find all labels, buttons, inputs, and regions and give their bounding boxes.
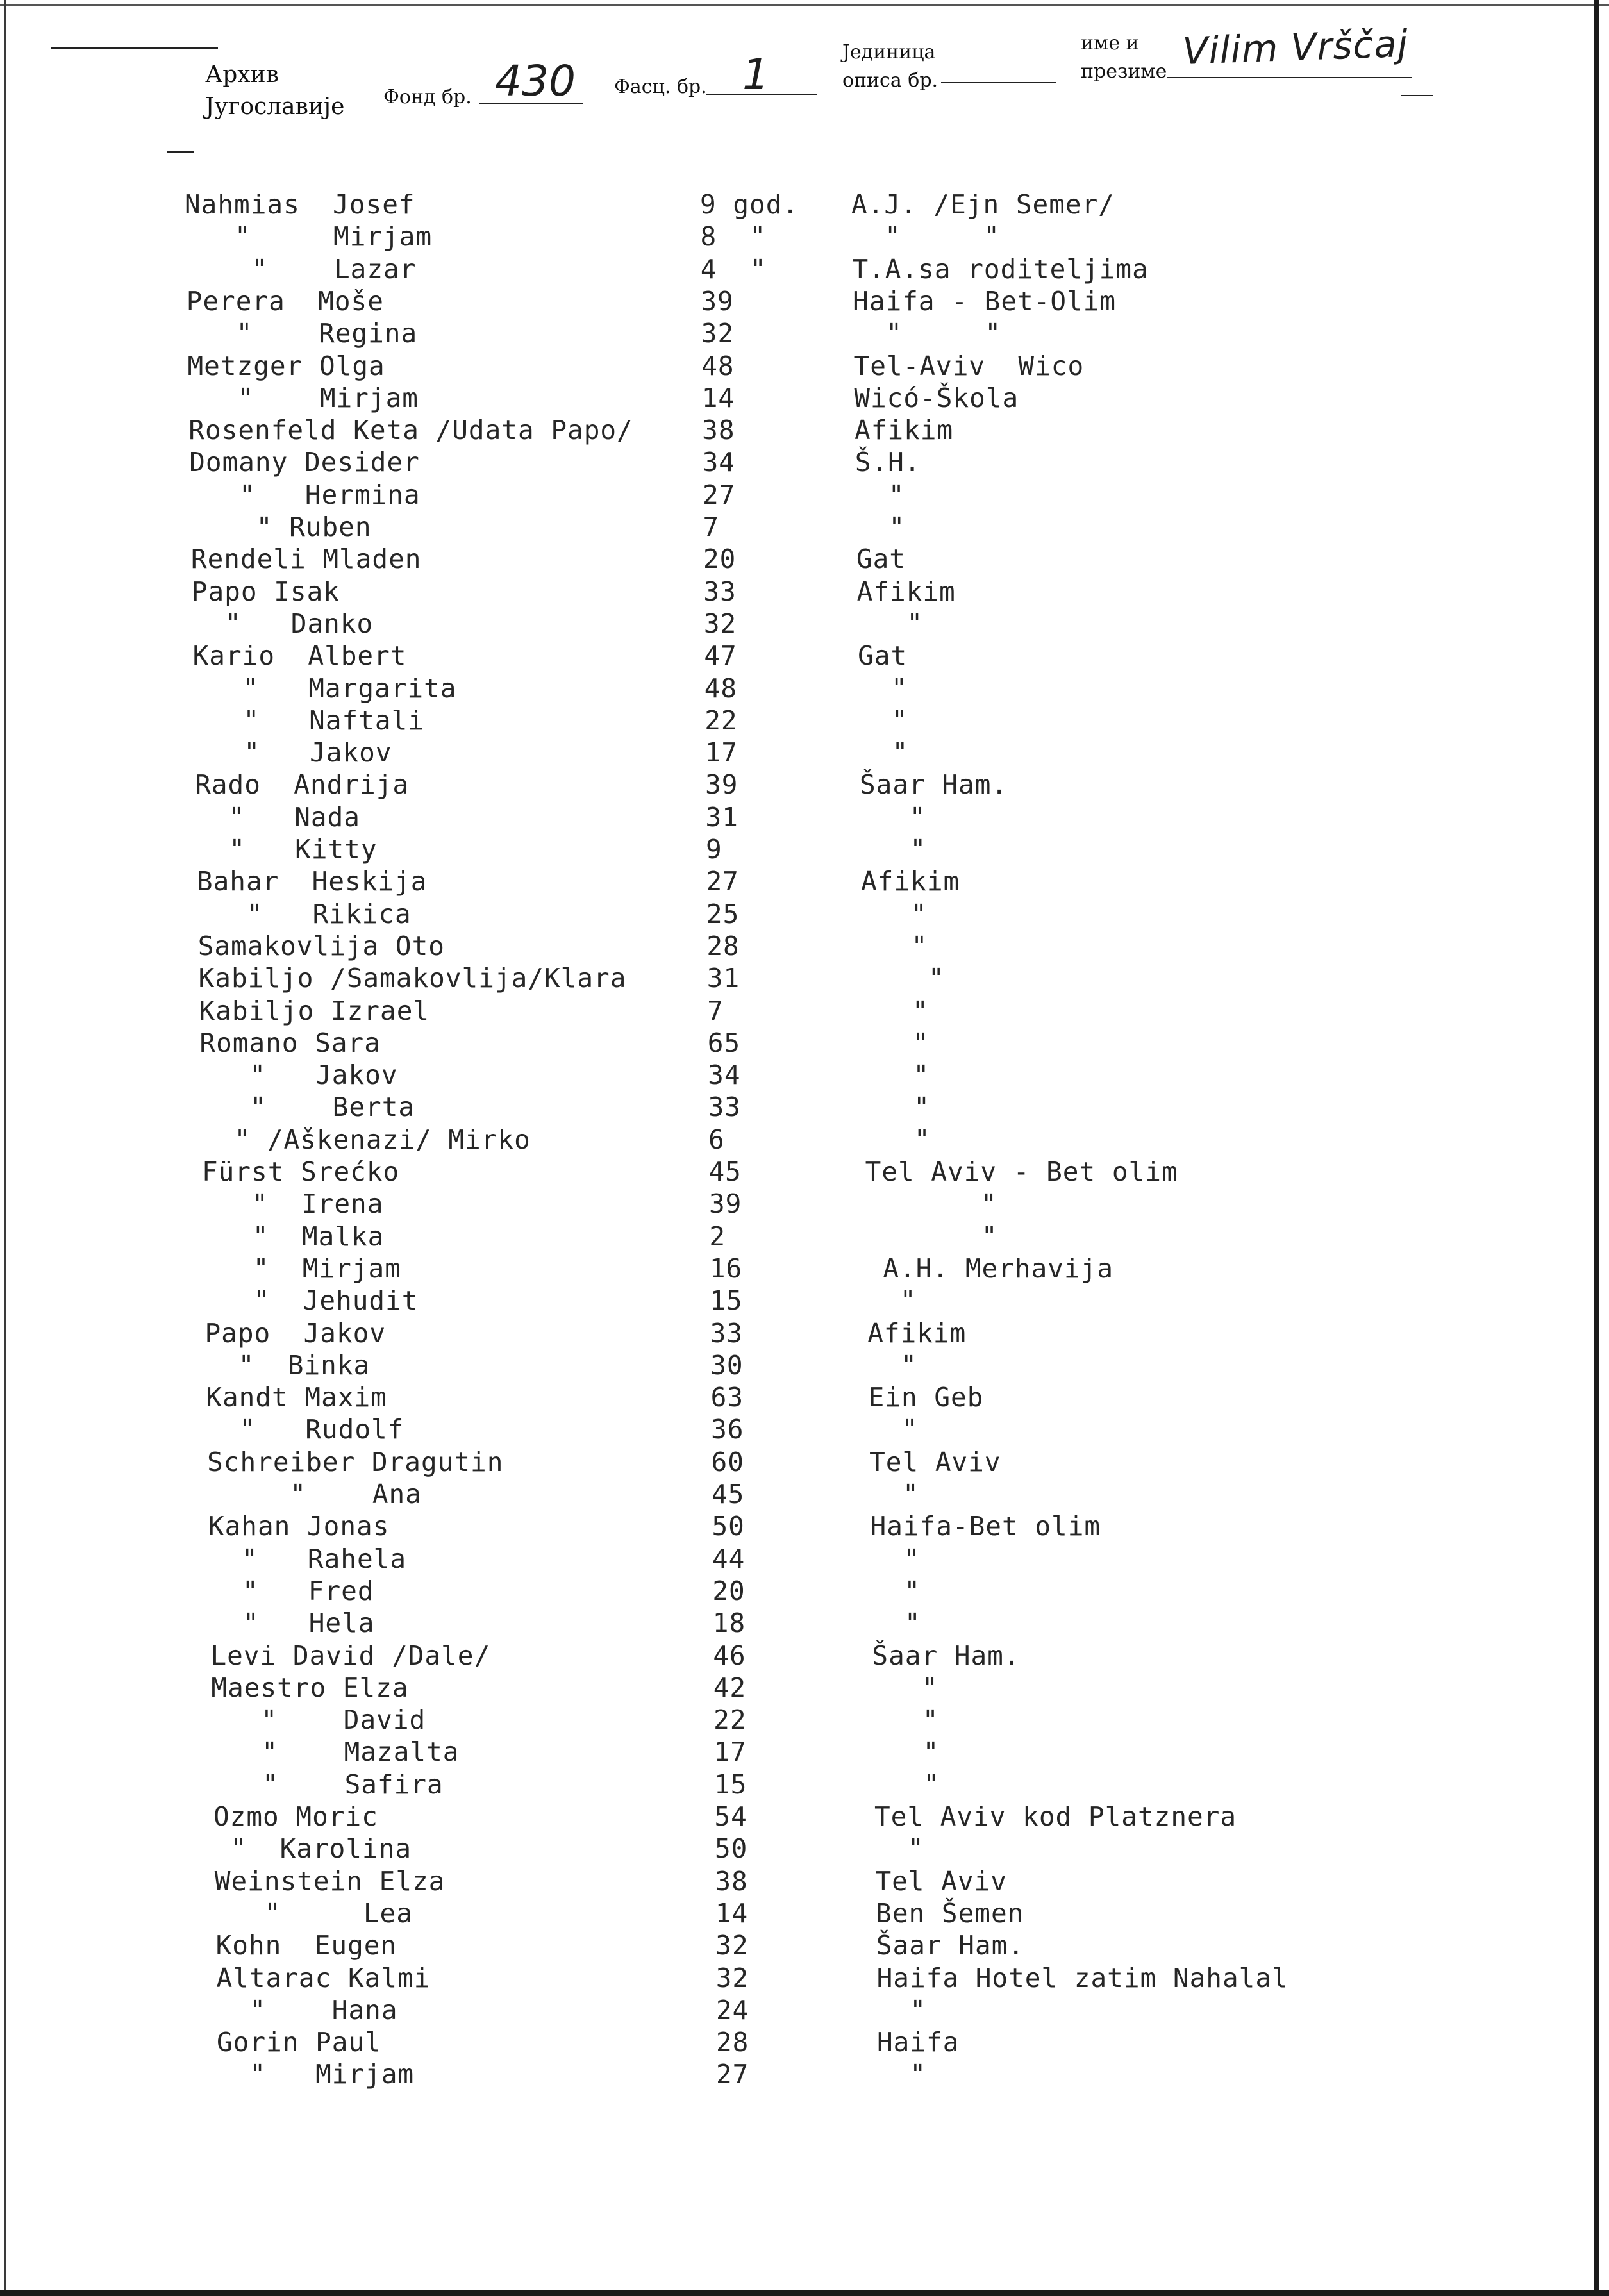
person-name: " Mirjam <box>203 1252 401 1284</box>
person-age: 48 <box>701 350 735 381</box>
person-age: 60 <box>711 1446 744 1477</box>
list-row <box>0 576 1538 608</box>
list-row <box>0 189 1538 221</box>
person-name: " /Aškenazi/ Mirko <box>201 1124 531 1155</box>
person-location: " " <box>853 318 1002 349</box>
archive-name <box>205 59 344 123</box>
person-name: Rendeli Mladen <box>190 544 422 575</box>
person-name: Kario Albert <box>192 640 407 672</box>
person-name: Gorin Paul <box>217 2027 381 2058</box>
person-age: 20 <box>712 1575 746 1606</box>
unit-label <box>842 38 938 95</box>
unit-label-line2: описа бр. <box>842 69 938 92</box>
person-location: Wicó-Škola <box>854 382 1019 413</box>
person-location: " <box>874 1768 940 1800</box>
list-row <box>0 1898 1538 1930</box>
person-name: " Hermina <box>190 479 421 510</box>
person-location: Tel Aviv <box>875 1865 1007 1897</box>
person-age: 33 <box>710 1317 744 1349</box>
list-row <box>0 1382 1538 1414</box>
person-location: " <box>877 2059 927 2090</box>
list-row <box>0 834 1538 866</box>
list-row <box>0 1543 1538 1576</box>
name-label-line2: презиме <box>1081 60 1167 83</box>
person-name: " Ruben <box>190 512 372 542</box>
list-row <box>0 995 1538 1027</box>
person-name: " Hela <box>210 1608 375 1639</box>
person-location: " <box>858 704 908 736</box>
person-location: " <box>869 1479 919 1510</box>
person-age: 17 <box>713 1736 747 1768</box>
list-row <box>0 1447 1538 1479</box>
person-name: Romano Sara <box>199 1027 381 1058</box>
person-name: " Jehudit <box>204 1285 419 1317</box>
person-age: 22 <box>713 1704 747 1736</box>
person-name: " Nada <box>196 801 360 833</box>
person-name: " Ana <box>208 1479 422 1510</box>
person-age: 8 " <box>700 221 767 253</box>
list-row <box>0 1930 1538 1962</box>
person-age: 63 <box>710 1382 744 1413</box>
list-row <box>0 383 1538 415</box>
person-age: 39 <box>701 285 734 317</box>
list-row <box>0 1253 1538 1285</box>
person-name: Papo Isak <box>191 576 340 607</box>
person-age: 65 <box>707 1027 741 1058</box>
list-row <box>0 1156 1538 1188</box>
person-location: " <box>865 1188 997 1220</box>
person-location: " <box>855 479 905 510</box>
person-name: " Kitty <box>196 834 378 865</box>
person-location: Tel Aviv <box>869 1446 1001 1477</box>
person-age: 39 <box>708 1188 742 1220</box>
person-age: 20 <box>703 544 737 575</box>
person-age: 27 <box>716 2059 749 2090</box>
person-age: 54 <box>714 1801 747 1832</box>
person-location: Šaar Ham. <box>859 769 1008 801</box>
person-name: Rado Andrija <box>195 769 410 801</box>
person-age: 4 " <box>700 253 767 285</box>
person-age: 18 <box>712 1608 746 1639</box>
person-name: " Binka <box>205 1349 371 1381</box>
list-row <box>0 1188 1538 1220</box>
unit-label-line1: Јединица <box>842 41 936 63</box>
person-location: " <box>864 1124 931 1155</box>
person-name: " Fred <box>209 1575 374 1606</box>
person-name: " Irena <box>202 1188 384 1220</box>
person-age: 27 <box>703 479 736 510</box>
list-row <box>0 1995 1538 2027</box>
person-location: Š.H. <box>855 447 921 478</box>
person-age: 9 <box>706 834 722 865</box>
person-age: 25 <box>706 898 740 929</box>
list-row <box>0 1704 1538 1736</box>
list-row <box>0 2027 1538 2059</box>
person-name: " Safira <box>213 1768 444 1800</box>
person-name: " Hana <box>217 1994 398 2026</box>
list-row <box>0 1833 1538 1865</box>
list-row <box>0 512 1538 544</box>
archive-name-line1: Архив <box>205 62 279 88</box>
fond-value: 430 <box>495 56 576 106</box>
person-location: " <box>873 1736 940 1768</box>
person-age: 47 <box>704 640 737 672</box>
list-row <box>0 673 1538 705</box>
person-location: " <box>871 1575 921 1606</box>
person-age: 32 <box>715 1930 749 1961</box>
person-location: Gat <box>856 544 906 575</box>
person-name: " Rahela <box>208 1543 407 1574</box>
person-location: Tel Aviv kod Platznera <box>874 1801 1237 1832</box>
person-location: " <box>863 995 929 1026</box>
person-age: 15 <box>714 1768 747 1800</box>
person-location: A.H. Merhavija <box>866 1252 1114 1284</box>
person-name: " Lea <box>215 1897 413 1929</box>
person-location: Afikim <box>855 415 954 446</box>
list-row <box>0 254 1538 286</box>
person-name: Ozmo Moric <box>213 1801 378 1832</box>
person-location: Šaar Ham. <box>872 1640 1021 1671</box>
scan-edge-bottom <box>0 2290 1609 2296</box>
person-name: Kahan Jonas <box>208 1511 390 1542</box>
person-name: Samakovlija Oto <box>197 930 445 961</box>
person-age: 32 <box>701 318 735 349</box>
person-name: " David <box>212 1704 426 1736</box>
person-age: 6 <box>708 1124 725 1155</box>
person-name: " Mazalta <box>212 1736 460 1768</box>
fond-label: Фонд бр. <box>383 86 472 108</box>
person-age: 2 <box>709 1220 726 1252</box>
person-location: Afikim <box>861 866 960 897</box>
stamp-rule-top <box>51 47 218 49</box>
person-name: " Mirjam <box>188 382 419 413</box>
list-row <box>0 1318 1538 1350</box>
person-location: Haifa Hotel zatim Nahalal <box>876 1962 1288 1993</box>
list-row <box>0 802 1538 834</box>
person-age: 50 <box>714 1833 748 1865</box>
person-location: " <box>858 672 908 704</box>
person-name: " Naftali <box>194 704 424 736</box>
list-row <box>0 351 1538 383</box>
person-location: Afikim <box>867 1317 967 1349</box>
person-age: 38 <box>715 1865 748 1897</box>
scan-edge-right <box>1594 0 1599 2296</box>
person-location: " <box>867 1285 917 1317</box>
person-location: " <box>877 1994 927 2026</box>
person-age: 22 <box>704 704 738 736</box>
person-name: Altarac Kalmi <box>216 1962 431 1993</box>
person-age: 31 <box>706 963 740 994</box>
person-location: " <box>856 512 906 542</box>
person-location: Tel Aviv - Bet olim <box>865 1156 1178 1187</box>
person-location: Gat <box>858 640 908 672</box>
list-row <box>0 1060 1538 1092</box>
person-name: " Margarita <box>193 672 457 704</box>
person-location: " " <box>851 221 1000 253</box>
name-label <box>1081 29 1167 86</box>
person-location: " <box>859 737 909 769</box>
name-tail-line <box>1401 95 1433 96</box>
person-name: " Rudolf <box>206 1414 404 1445</box>
person-age: 39 <box>705 769 738 801</box>
list-row <box>0 544 1538 576</box>
list-row <box>0 479 1538 512</box>
person-name: " Jakov <box>194 737 392 769</box>
list-row <box>0 1027 1538 1060</box>
name-line <box>1167 77 1412 78</box>
person-name: Schreiber Dragutin <box>207 1446 504 1477</box>
list-row <box>0 221 1538 253</box>
person-name: Kohn Eugen <box>215 1930 397 1961</box>
person-age: 27 <box>706 866 739 897</box>
person-age: 45 <box>708 1156 742 1187</box>
person-name: Weinstein Elza <box>214 1865 446 1897</box>
list-row <box>0 1866 1538 1898</box>
list-row <box>0 1092 1538 1124</box>
person-name: Fürst Srećko <box>202 1156 400 1187</box>
list-row <box>0 415 1538 447</box>
list-row <box>0 705 1538 737</box>
list-row <box>0 866 1538 898</box>
person-age: 14 <box>701 382 735 413</box>
person-location: " <box>872 1704 939 1736</box>
person-name: " Malka <box>203 1220 385 1252</box>
person-location: " <box>863 1060 930 1091</box>
person-name: Papo Jakov <box>204 1317 387 1349</box>
person-age: 30 <box>710 1349 744 1381</box>
person-location: " <box>860 834 927 865</box>
person-name: " Rikica <box>197 898 412 929</box>
person-age: 34 <box>708 1060 741 1091</box>
name-value: Vilim Vrščaj <box>1181 21 1410 73</box>
fasc-value: 1 <box>742 50 769 99</box>
list-row <box>0 286 1538 318</box>
person-age: 9 god. <box>700 189 799 220</box>
person-location: " <box>867 1349 917 1381</box>
list-row <box>0 1124 1538 1156</box>
person-location: " <box>869 1414 919 1445</box>
person-name: " Mirjam <box>185 221 433 253</box>
list-row <box>0 640 1538 672</box>
person-location: " <box>861 898 928 929</box>
person-age: 48 <box>704 672 738 704</box>
person-age: 38 <box>702 415 735 446</box>
person-age: 44 <box>712 1543 746 1574</box>
list-row <box>0 1640 1538 1672</box>
person-name: Domany Desider <box>189 447 420 478</box>
person-age: 28 <box>706 930 740 961</box>
name-label-line1: име и <box>1081 32 1139 54</box>
person-location: Tel-Aviv Wico <box>853 350 1085 381</box>
person-location: " <box>871 1543 921 1574</box>
person-name: " Regina <box>187 318 418 349</box>
person-location: Haifa <box>877 2027 960 2058</box>
person-age: 34 <box>702 447 735 478</box>
archive-name-line2: Југославије <box>205 94 345 120</box>
list-row <box>0 1608 1538 1640</box>
person-age: 50 <box>712 1511 745 1542</box>
list-row <box>0 318 1538 350</box>
person-location: Šaar Ham. <box>876 1930 1025 1961</box>
person-age: 36 <box>711 1414 744 1445</box>
list-row <box>0 1350 1538 1382</box>
list-row <box>0 1576 1538 1608</box>
person-name: " Mirjam <box>217 2059 415 2090</box>
person-age: 16 <box>709 1252 743 1284</box>
scan-edge-top <box>0 4 1609 6</box>
person-location: " <box>866 1220 998 1252</box>
list-row <box>0 931 1538 963</box>
person-location: " <box>863 1027 930 1058</box>
person-name: Metzger Olga <box>187 350 385 381</box>
person-name: Nahmias Josef <box>185 189 415 220</box>
person-name: Maestro Elza <box>211 1672 409 1703</box>
person-name: Bahar Heskija <box>196 866 428 897</box>
person-name: Perera Moše <box>186 285 384 317</box>
person-location: T.A.sa roditeljima <box>852 253 1149 285</box>
list-row <box>0 447 1538 479</box>
person-location: " <box>864 1092 930 1123</box>
person-age: 46 <box>713 1640 746 1671</box>
person-name: Rosenfeld Keta /Udata Papo/ <box>188 415 633 446</box>
person-name: " Jakov <box>200 1060 398 1091</box>
person-location: Ein Geb <box>868 1382 984 1413</box>
list-row <box>0 963 1538 995</box>
person-age: 15 <box>710 1285 743 1317</box>
person-name: " Karolina <box>213 1833 412 1865</box>
person-age: 31 <box>705 801 738 833</box>
list-row <box>0 1672 1538 1704</box>
person-age: 42 <box>713 1672 747 1703</box>
person-age: 32 <box>703 608 737 639</box>
person-name: " Danko <box>192 608 374 639</box>
list-row <box>0 1414 1538 1446</box>
list-row <box>0 608 1538 640</box>
person-name: Levi David /Dale/ <box>210 1640 491 1671</box>
list-row <box>0 1801 1538 1833</box>
person-age: 7 <box>707 995 724 1026</box>
fasc-label: Фасц. бр. <box>614 76 707 98</box>
person-name: Kabiljo /Samakovlija/Klara <box>198 963 627 994</box>
unit-line <box>941 82 1056 83</box>
list-row <box>0 1479 1538 1511</box>
person-age: 17 <box>704 737 738 769</box>
person-age: 32 <box>715 1962 749 1993</box>
list-row <box>0 1221 1538 1253</box>
person-name: " Lazar <box>185 253 417 285</box>
list-row <box>0 1963 1538 1995</box>
person-age: 45 <box>712 1479 745 1510</box>
person-location: " <box>874 1833 924 1865</box>
list-row <box>0 769 1538 801</box>
list-row <box>0 1769 1538 1801</box>
person-location: Haifa - Bet-Olim <box>853 285 1117 317</box>
person-location: " <box>872 1672 938 1703</box>
stamp-rule-bottom <box>167 151 194 153</box>
person-age: 33 <box>703 576 737 607</box>
list-row <box>0 1285 1538 1317</box>
list-row <box>0 1511 1538 1543</box>
person-age: 24 <box>716 1994 749 2026</box>
person-age: 7 <box>703 512 720 542</box>
person-age: 14 <box>715 1897 749 1929</box>
person-location: " <box>857 608 924 639</box>
person-location: " <box>862 963 945 994</box>
person-name: Kandt Maxim <box>206 1382 387 1413</box>
list-row <box>0 2059 1538 2091</box>
person-age: 28 <box>716 2027 749 2058</box>
person-name: Kabiljo Izrael <box>199 995 430 1026</box>
list-row <box>0 1736 1538 1768</box>
person-location: " <box>871 1608 921 1639</box>
person-location: " <box>862 930 928 961</box>
person-name: " Berta <box>201 1092 415 1123</box>
person-location: Haifa-Bet olim <box>870 1511 1101 1542</box>
person-location: Ben Šemen <box>876 1897 1024 1929</box>
person-location: " <box>860 801 926 833</box>
list-row <box>0 899 1538 931</box>
person-location: A.J. /Ejn Semer/ <box>851 189 1115 220</box>
person-location: Afikim <box>856 576 956 607</box>
person-age: 33 <box>708 1092 741 1123</box>
list-row <box>0 737 1538 769</box>
